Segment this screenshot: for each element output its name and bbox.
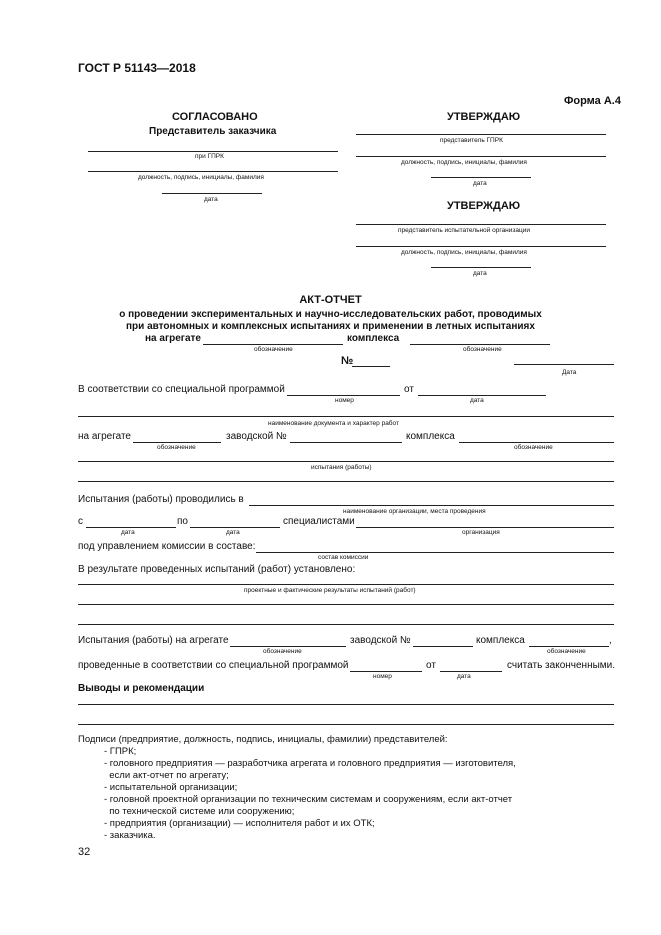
act-date-line[interactable] — [514, 364, 614, 365]
to-po-label: по — [177, 516, 188, 527]
agreed-title: СОГЛАСОВАНО — [172, 111, 258, 123]
program-number-line[interactable] — [287, 395, 400, 396]
unit-designation-line[interactable] — [133, 442, 221, 443]
act-number-line[interactable] — [352, 366, 390, 367]
caption-date: дата — [204, 196, 218, 203]
caption-test-org-rep: представитель испытательной организации — [398, 227, 530, 234]
final-unit-line[interactable] — [230, 646, 346, 647]
right1-line-1[interactable] — [356, 134, 606, 135]
result-label: В результате проведенных испытаний (работ) установлено: — [78, 564, 356, 575]
end-date-line[interactable] — [190, 527, 280, 528]
final-factory-line[interactable] — [413, 646, 473, 647]
caption-org: организация — [462, 529, 500, 536]
left-date-line[interactable] — [162, 193, 262, 194]
caption-number-2: номер — [373, 673, 392, 680]
page-number: 32 — [78, 846, 91, 858]
held-per-program-label: проведенные в соответствии со специальной программой — [78, 660, 349, 671]
left-line-2[interactable] — [88, 171, 338, 172]
caption-gprk-rep: представитель ГПРК — [440, 137, 503, 144]
tests-line[interactable] — [78, 461, 614, 462]
caption-designation-4: обозначение — [514, 444, 553, 451]
final-program-date-line[interactable] — [440, 671, 502, 672]
caption-designation-6: обозначение — [547, 648, 586, 655]
caption-date-1: дата — [473, 180, 487, 187]
left-line-1[interactable] — [88, 151, 338, 152]
caption-date-2: дата — [473, 270, 487, 277]
final-comma: , — [609, 635, 612, 646]
customer-rep-label: Представитель заказчика — [149, 126, 277, 137]
caption-designation-1: обозначение — [254, 346, 293, 353]
tests-line-2[interactable] — [78, 481, 614, 482]
signature-item: - заказчика. — [104, 830, 156, 841]
caption-date-program: дата — [470, 397, 484, 404]
caption-act-date: Дата — [562, 369, 577, 376]
on-unit-label: на агрегате — [78, 431, 131, 442]
approve-title-2: УТВЕРЖДАЮ — [447, 200, 521, 212]
final-complex-line[interactable] — [529, 646, 609, 647]
commission-line[interactable] — [256, 552, 614, 553]
caption-commission: состав комиссии — [318, 554, 369, 561]
caption-designation-2: обозначение — [463, 346, 502, 353]
caption-tests: испытания (работы) — [311, 464, 372, 471]
act-on-unit-label: на агрегате — [145, 333, 201, 344]
right2-date-line[interactable] — [431, 267, 531, 268]
place-line[interactable] — [249, 505, 614, 506]
specialists-label: специалистами — [283, 516, 355, 527]
right1-line-2[interactable] — [356, 156, 606, 157]
finished-label: считать законченными. — [507, 660, 616, 671]
factory-number-line[interactable] — [290, 442, 402, 443]
act-number-label: № — [341, 355, 354, 367]
act-unit-line[interactable] — [203, 344, 343, 345]
right1-date-line[interactable] — [431, 177, 531, 178]
caption-date-final: дата — [457, 673, 471, 680]
from-c-label: с — [78, 516, 83, 527]
caption-number-1: номер — [335, 397, 354, 404]
results-line-1[interactable] — [78, 584, 614, 585]
signature-item: по технической системе или сооружению; — [104, 806, 295, 817]
factory-number-label: заводской № — [226, 431, 287, 442]
program-date-line[interactable] — [418, 395, 546, 396]
according-label: В соответствии со специальной программой — [78, 384, 285, 395]
caption-org-place: наименование организации, места проведения — [343, 508, 486, 515]
act-title: АКТ-ОТЧЕТ — [299, 294, 362, 306]
approve-title-1: УТВЕРЖДАЮ — [447, 111, 521, 123]
signatures-intro: Подписи (предприятие, должность, подпись, инициалы, фамилии) представителей: — [78, 734, 448, 745]
specialists-org-line[interactable] — [356, 527, 614, 528]
final-complex-label: комплекса — [476, 635, 525, 646]
conclusions-line-2[interactable] — [78, 724, 614, 725]
standard-number: ГОСТ Р 51143—2018 — [78, 61, 196, 75]
caption-results: проектные и фактические результаты испытаний (работ) — [244, 587, 416, 594]
caption-sign-2: должность, подпись, инициалы, фамилия — [401, 249, 527, 256]
caption-designation-5: обозначение — [263, 648, 302, 655]
complex-label: комплекса — [406, 431, 455, 442]
right2-line-2[interactable] — [356, 246, 606, 247]
caption-date-start: дата — [121, 529, 135, 536]
start-date-line[interactable] — [86, 527, 176, 528]
commission-label: под управлением комиссии в составе: — [78, 541, 256, 552]
act-subtitle-1: о проведении экспериментальных и научно-исследовательских работ, проводимых — [119, 309, 542, 320]
conclusions-heading: Выводы и рекомендации — [78, 683, 205, 694]
from-label: от — [404, 384, 414, 395]
act-subtitle-2: при автономных и комплексных испытаниях и применении в летных испытаниях — [126, 321, 535, 332]
form-label: Форма А.4 — [564, 95, 621, 107]
signature-item: - головного предприятия — разработчика агрегата и головного предприятия — изготовителя, — [104, 758, 516, 769]
doc-name-line[interactable] — [78, 416, 614, 417]
right2-line-1[interactable] — [356, 224, 606, 225]
final-from-label: от — [426, 660, 436, 671]
act-complex-line[interactable] — [410, 344, 550, 345]
signature-item: если акт-отчет по агрегату; — [104, 770, 229, 781]
caption-date-end: дата — [226, 529, 240, 536]
signature-item: - головной проектной организации по техническим системам и сооружениям, если акт-отчет — [104, 794, 513, 805]
final-program-number-line[interactable] — [350, 671, 422, 672]
caption-sign-1: должность, подпись, инициалы, фамилия — [401, 159, 527, 166]
final-factory-label: заводской № — [350, 635, 411, 646]
act-complex-label: комплекса — [347, 333, 400, 344]
results-line-3[interactable] — [78, 624, 614, 625]
results-line-2[interactable] — [78, 604, 614, 605]
tests-held-label: Испытания (работы) проводились в — [78, 494, 244, 505]
caption-sign: должность, подпись, инициалы, фамилия — [138, 174, 264, 181]
complex-designation-line[interactable] — [459, 442, 614, 443]
signature-item: - ГПРК; — [104, 746, 137, 757]
caption-designation-3: обозначение — [157, 444, 196, 451]
caption-doc-name: наименование документа и характер работ — [268, 420, 399, 427]
caption-gprk: при ГПРК — [195, 153, 224, 160]
conclusions-line-1[interactable] — [78, 704, 614, 705]
tests-on-unit-label: Испытания (работы) на агрегате — [78, 635, 229, 646]
signature-item: - испытательной организации; — [104, 782, 238, 793]
signature-item: - предприятия (организации) — исполнителя работ и их ОТК; — [104, 818, 375, 829]
